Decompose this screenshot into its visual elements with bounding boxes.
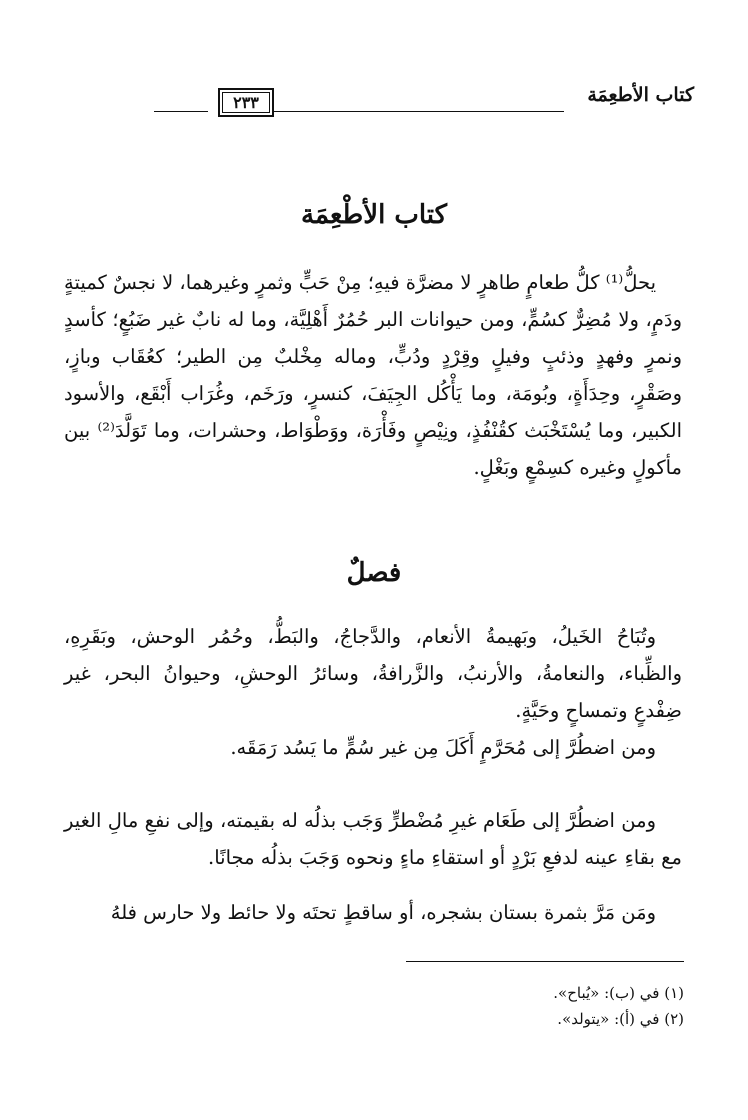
footnotes <box>284 980 684 1032</box>
paragraph-intro <box>64 264 682 486</box>
paragraph-text: ومَن مَرَّ بثمرة بستان بشجره، أو ساقطٍ تحتَه ولا حائط ولا حارس فلهُ <box>110 901 656 924</box>
paragraph-necessity <box>64 729 682 766</box>
paragraph-compelled <box>64 802 682 876</box>
header-rule <box>274 111 564 112</box>
header-rule-short <box>154 111 208 112</box>
paragraph-text: ومن اضطُرَّ إلى طَعَام غيرِ مُضْطرٍّ وَجَب بذلُه له بقيمته، وإلى نفعِ مالِ الغير مع بقاءِ عينه لدفعِ بَرْدٍ أو استقاءِ ماءٍ ونحوه وَجَبَ بذلُه مجانًا. <box>64 809 682 869</box>
footnote-divider <box>406 961 684 962</box>
paragraph-orchard <box>64 894 682 931</box>
page-number: ٢٣٣ <box>218 88 274 117</box>
paragraph-text: ومن اضطُرَّ إلى مُحَرَّمٍ أَكَلَ مِن غير سُمٍّ ما يَسُد رَمَقَه. <box>230 736 656 759</box>
footnote-1: (١) في (ب): «يُباح». <box>553 984 684 1002</box>
paragraph-text: وتُبَاحُ الخَيلُ، وبَهيمةُ الأنعام، والدَّجاجُ، والبَطُّ، وحُمُر الوحش، وبَقَرِهِ، والظِّباء، والنعامةُ، والأرنبُ، والزَّرافةُ، وسائرُ الوحشِ، وحيوانُ البحر، غير ضِفْدعٍ وتمساحٍ وحَيَّةٍ. <box>64 625 682 722</box>
footnote-2: (٢) في (أ): «يتولد». <box>557 1010 684 1028</box>
chapter-title: كتاب الأطْعِمَة <box>301 200 447 230</box>
paragraph-permitted <box>64 618 682 729</box>
running-title: كتاب الأطعِمَة <box>587 84 694 106</box>
page-header <box>84 82 694 116</box>
paragraph-text: يحلُّ⁽¹⁾ كلُّ طعامٍ طاهرٍ لا مضرَّة فيهِ؛ مِنْ حَبٍّ وثمرٍ وغيرهما، لا نجسٌ كميتةٍ ودَمٍ، ولا مُضِرٌّ كسُمٍّ، ومن حيوانات البر حُمُرٌ أَهْلِيَّة، وما له نابٌ غير ضَبُعٍ؛ كأسدٍ ونمرٍ وفهدٍ وذئبٍ وفيلٍ وقِرْدٍ ودُبٍّ، وماله مِخْلبٌ مِن الطير؛ كعُقَاب وبازٍ، وصَقْرٍ، وحِدَأَةٍ، وبُومَة، وما يَأْكُل الجِيَفَ، كنسرٍ، ورَخَم، وغُرَاب أَبْقَع، والأسود الكبير، وما يُسْتَخْبَث كقُنْفُذٍ، ونِيْصٍ وفَأْرَة، ووَطْوَاط، وحشرات، وما تَوَلَّدَ⁽²⁾ بين مأكولٍ وغيره كسِمْعٍ وبَغْلٍ. <box>64 271 682 479</box>
section-heading: فصلٌ <box>346 558 402 588</box>
